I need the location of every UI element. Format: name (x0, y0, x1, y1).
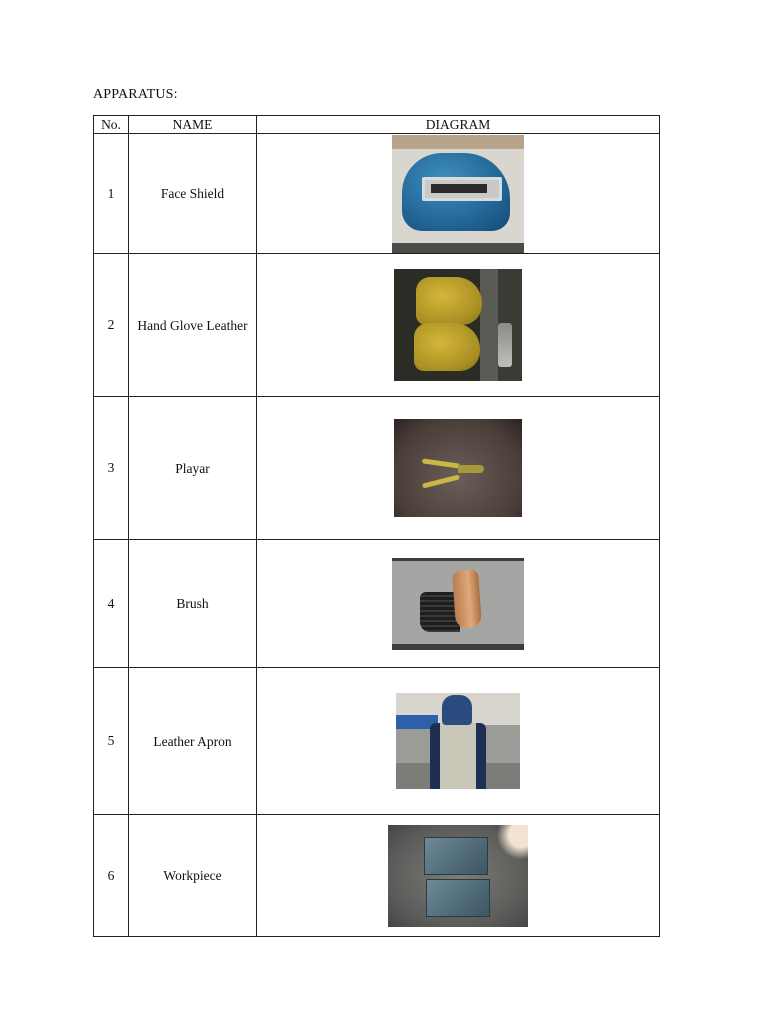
table-header-row (94, 116, 660, 134)
diagram-cell (257, 540, 660, 668)
item-name: Leather Apron (129, 668, 257, 815)
row-number: 6 (94, 815, 129, 937)
item-name: Face Shield (129, 134, 257, 254)
diagram-cell (257, 397, 660, 540)
workpiece-photo (388, 825, 528, 927)
column-header-no: No. (94, 116, 129, 134)
face-shield-photo (392, 135, 524, 253)
diagram-cell (257, 254, 660, 397)
row-number: 4 (94, 540, 129, 668)
row-number: 5 (94, 668, 129, 815)
table-row (94, 540, 660, 668)
leather-gloves-photo (394, 269, 522, 381)
pliers-photo (394, 419, 522, 517)
apparatus-table (93, 115, 660, 937)
table-row (94, 134, 660, 254)
column-header-diagram: DIAGRAM (257, 116, 660, 134)
brush-photo (392, 558, 524, 650)
item-name: Workpiece (129, 815, 257, 937)
diagram-cell (257, 668, 660, 815)
column-header-name: NAME (129, 116, 257, 134)
row-number: 3 (94, 397, 129, 540)
row-number: 2 (94, 254, 129, 397)
diagram-cell (257, 134, 660, 254)
row-number: 1 (94, 134, 129, 254)
table-row (94, 397, 660, 540)
diagram-cell (257, 815, 660, 937)
section-heading: APPARATUS: (93, 87, 178, 102)
table-row (94, 254, 660, 397)
item-name: Brush (129, 540, 257, 668)
item-name: Hand Glove Leather (129, 254, 257, 397)
item-name: Playar (129, 397, 257, 540)
leather-apron-photo (396, 693, 520, 789)
table-row (94, 668, 660, 815)
table-row (94, 815, 660, 937)
